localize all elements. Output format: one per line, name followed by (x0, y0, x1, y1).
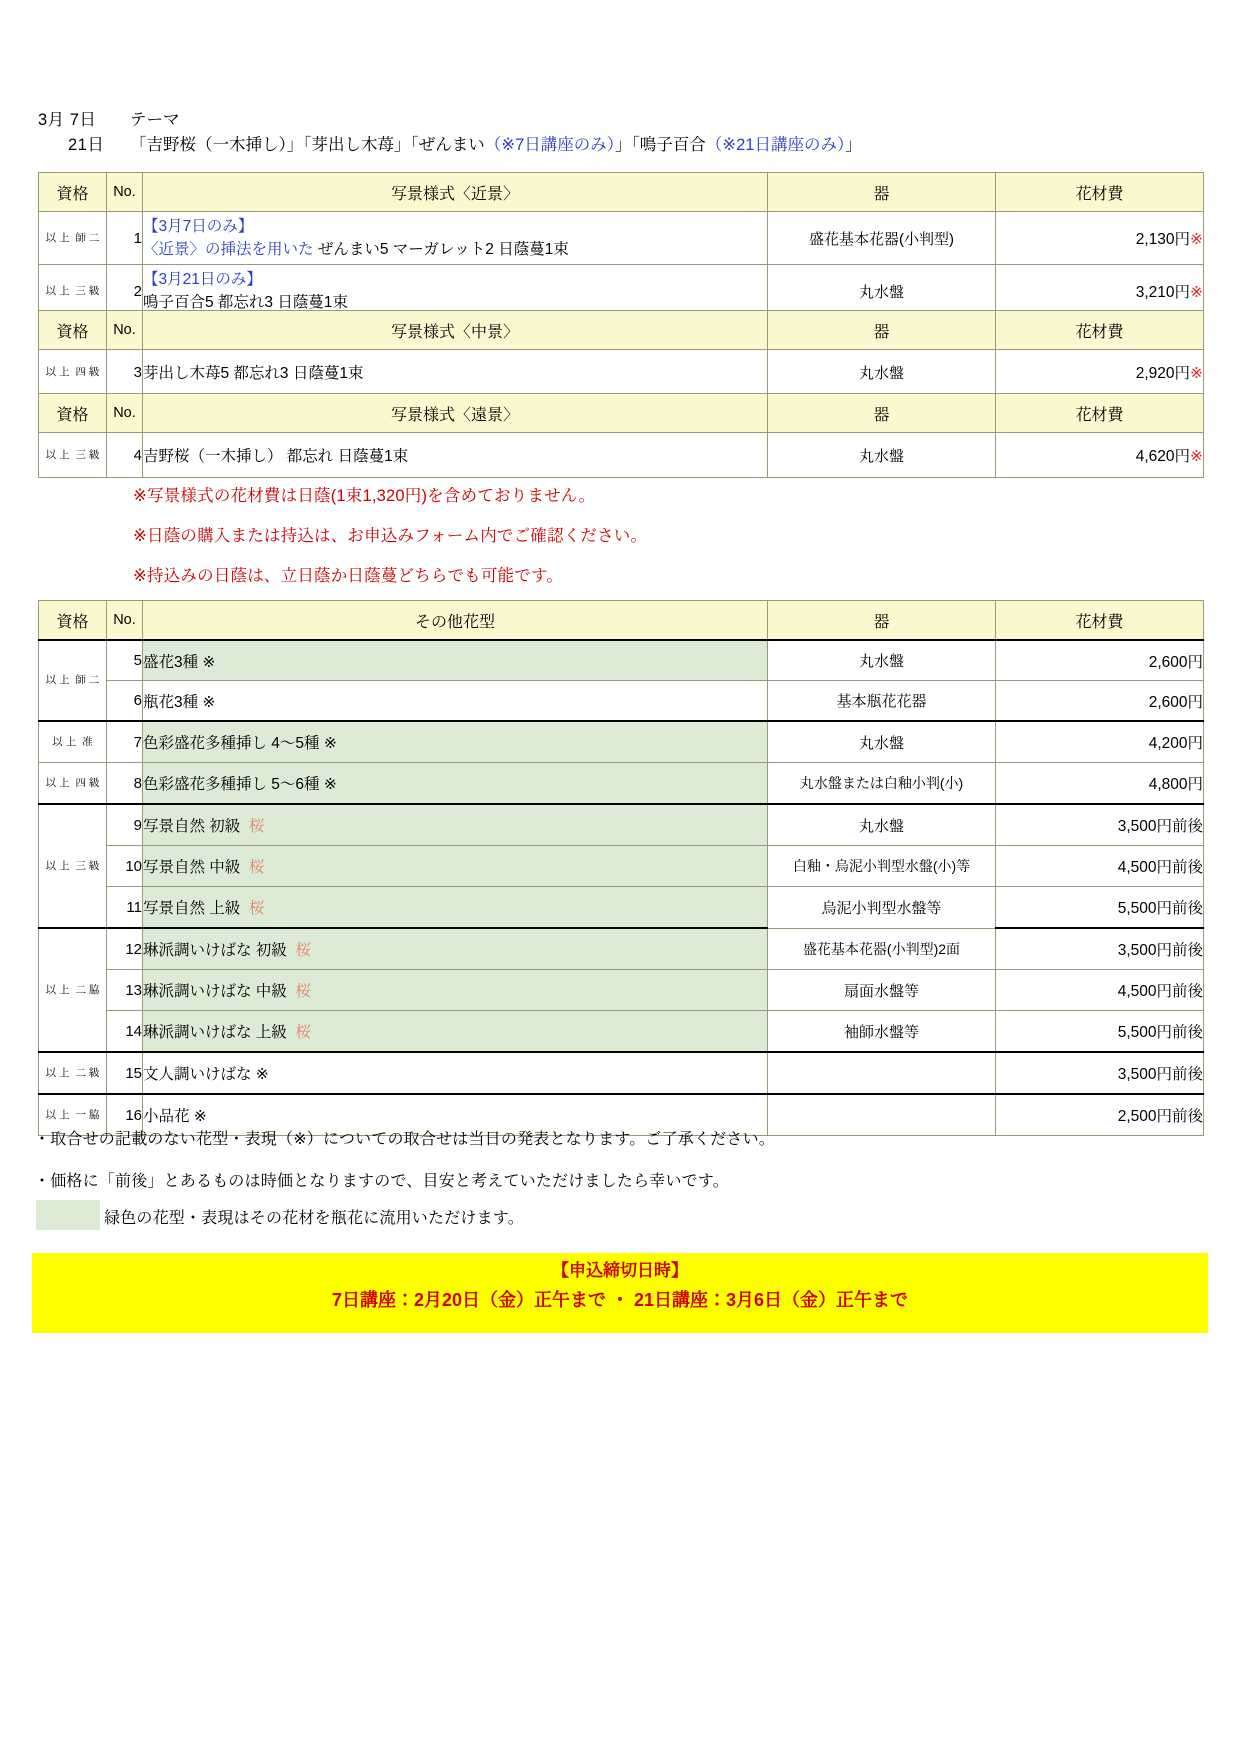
style-name: 琳派調いけばな 中級 (143, 983, 287, 1000)
style-name: 琳派調いけばな 初級 (143, 942, 287, 959)
qual-left: 以 上 (45, 1108, 70, 1121)
qual-right: 師 二 (75, 231, 100, 244)
col-header-style-enkei: 写景様式〈遠景〉 (143, 394, 768, 433)
cell-vessel: 盛花基本花器(小判型)2面 (768, 928, 996, 970)
col-header-no: No. (107, 601, 143, 641)
table-row (39, 887, 1204, 929)
table-row (39, 350, 1204, 395)
red-note-1: ※写景様式の花材費は日蔭(1束1,320円)を含めておりません。 (133, 487, 596, 505)
style-tag-sakura: 桜 (248, 900, 265, 917)
price-value: 2,130円 (1135, 231, 1190, 248)
deadline-banner-title: 【申込締切日時】 (552, 1261, 688, 1280)
theme-part-1: （※7日講座のみ） (484, 136, 616, 154)
style-line-1: 【3月21日のみ】 (143, 271, 262, 288)
cell-vessel: 丸水盤 (768, 433, 996, 478)
cell-no: 7 (107, 721, 143, 763)
cell-qualification (39, 433, 107, 478)
cell-price: 4,500円前後 (996, 970, 1204, 1011)
price-asterisk-mark: ※ (1190, 231, 1203, 248)
qual-left: 以 上 (52, 735, 77, 748)
cell-style: 小品花 ※ (143, 1094, 768, 1136)
price-asterisk-mark: ※ (1190, 448, 1203, 465)
col-header-qualification: 資格 (39, 394, 107, 433)
cell-style (143, 846, 768, 887)
cell-style (143, 887, 768, 929)
col-header-vessel: 器 (768, 394, 996, 433)
table-row (39, 846, 1204, 887)
col-header-vessel: 器 (768, 601, 996, 641)
table-other-flower-types (38, 600, 1204, 1136)
table-row (39, 763, 1204, 805)
style-tag-sakura: 桜 (295, 1024, 311, 1041)
cell-vessel (768, 1094, 996, 1136)
cell-vessel: 白釉・烏泥小判型水盤(小)等 (768, 846, 996, 887)
cell-price (996, 212, 1204, 265)
qual-right: 一 脇 (75, 1108, 100, 1121)
price-asterisk-mark: ※ (1190, 365, 1203, 382)
header-line-1 (38, 108, 862, 133)
header-theme-label: テーマ (130, 111, 180, 129)
cell-qualification (39, 804, 107, 928)
col-header-vessel: 器 (768, 311, 996, 350)
cell-qualification (39, 928, 107, 1052)
cell-qualification (39, 640, 107, 721)
cell-vessel: 丸水盤 (768, 721, 996, 763)
cell-no: 5 (107, 640, 143, 681)
legend-text: 緑色の花型・表現はその花材を瓶花に流用いただけます。 (104, 1210, 524, 1227)
qual-right: 三 級 (75, 448, 100, 461)
col-header-qualification: 資格 (39, 173, 107, 212)
qual-left: 以 上 (45, 674, 70, 686)
qual-left: 以 上 (45, 365, 70, 378)
price-asterisk-mark: ※ (1190, 284, 1203, 301)
style-name: 写景自然 上級 (143, 900, 241, 917)
cell-vessel: 盛花基本花器(小判型) (768, 212, 996, 265)
cell-no: 6 (107, 681, 143, 722)
cell-vessel: 丸水盤または白釉小判(小) (768, 763, 996, 805)
style-line-2-blue: 〈近景〉の挿法を用いた (143, 241, 314, 258)
style-line-1: 【3月7日のみ】 (143, 218, 254, 235)
cell-price: 2,600円 (996, 640, 1204, 681)
cell-no: 9 (107, 804, 143, 846)
qual-left: 以 上 (45, 448, 70, 461)
cell-no: 12 (107, 928, 143, 970)
cell-vessel (768, 1052, 996, 1094)
cell-vessel: 袖師水盤等 (768, 1011, 996, 1053)
cell-price: 4,800円 (996, 763, 1204, 805)
cell-price: 4,500円前後 (996, 846, 1204, 887)
table-kinkei (38, 172, 1204, 318)
table-other-header-row (39, 601, 1204, 641)
col-header-qualification: 資格 (39, 601, 107, 641)
table-row (39, 681, 1204, 722)
cell-qualification (39, 763, 107, 805)
cell-vessel: 丸水盤 (768, 804, 996, 846)
cell-style (143, 928, 768, 970)
cell-vessel: 基本瓶花花器 (768, 681, 996, 722)
cell-no: 4 (107, 433, 143, 478)
document-header (38, 108, 862, 158)
cell-style (143, 212, 768, 265)
col-header-no: No. (107, 394, 143, 433)
cell-vessel: 扇面水盤等 (768, 970, 996, 1011)
cell-style: 色彩盛花多種挿し 5～6種 ※ (143, 763, 768, 805)
deadline-banner-detail: 7日講座：2月20日（金）正午まで ・ 21日講座：3月6日（金）正午まで (331, 1290, 909, 1310)
cell-no: 16 (107, 1094, 143, 1136)
qual-right: 三 級 (75, 859, 100, 872)
qual-right: 師 二 (75, 674, 100, 686)
style-line-2 (143, 238, 767, 261)
col-header-style-kinkei: 写景様式〈近景〉 (143, 173, 768, 212)
cell-style: 瓶花3種 ※ (143, 681, 768, 722)
cell-price: 3,500円前後 (996, 804, 1204, 846)
cell-price: 5,500円前後 (996, 887, 1204, 929)
cell-qualification (39, 721, 107, 763)
cell-vessel: 丸水盤 (768, 640, 996, 681)
cell-no: 3 (107, 350, 143, 395)
cell-no: 15 (107, 1052, 143, 1094)
table-kinkei-header-row (39, 173, 1204, 212)
col-header-price: 花材費 (996, 173, 1204, 212)
table-row (39, 804, 1204, 846)
cell-no: 10 (107, 846, 143, 887)
header-theme-text (130, 133, 862, 158)
price-value: 3,210円 (1135, 284, 1190, 301)
table-row (39, 970, 1204, 1011)
style-name: 琳派調いけばな 上級 (143, 1024, 287, 1041)
qual-right: 三 級 (75, 284, 100, 297)
red-note-2: ※日蔭の購入または持込は、お申込みフォーム内でご確認ください。 (133, 527, 648, 545)
cell-price: 2,600円 (996, 681, 1204, 722)
qual-right: 二 脇 (75, 983, 100, 996)
cell-no: 8 (107, 763, 143, 805)
col-header-qualification: 資格 (39, 311, 107, 350)
theme-part-2: 」「鳴子百合 (615, 136, 706, 154)
col-header-price: 花材費 (996, 601, 1204, 641)
cell-price: 3,500円前後 (996, 1052, 1204, 1094)
table-row (39, 212, 1204, 265)
theme-part-0: 「吉野桜（一木挿し）」「芽出し木苺」「ぜんまい (130, 136, 485, 154)
header-date-2: 21日 (68, 136, 105, 154)
style-name: 写景自然 初級 (143, 818, 241, 835)
cell-price (996, 350, 1204, 395)
table-row (39, 640, 1204, 681)
cell-no: 11 (107, 887, 143, 929)
style-tag-sakura: 桜 (295, 942, 311, 959)
cell-price: 2,500円前後 (996, 1094, 1204, 1136)
cell-price (996, 433, 1204, 478)
qual-left: 以 上 (45, 859, 70, 872)
price-value: 2,920円 (1135, 365, 1190, 382)
col-header-vessel: 器 (768, 173, 996, 212)
cell-style: 色彩盛花多種挿し 4～5種 ※ (143, 721, 768, 763)
cell-style: 芽出し木苺5 都忘れ3 日蔭蔓1束 (143, 350, 768, 395)
table-enkei (38, 393, 1204, 478)
table-chukei-header-row (39, 311, 1204, 350)
table-chukei (38, 310, 1204, 395)
cell-style: 盛花3種 ※ (143, 640, 768, 681)
cell-price: 5,500円前後 (996, 1011, 1204, 1053)
style-tag-sakura: 桜 (248, 859, 265, 876)
cell-no: 2 (107, 265, 143, 318)
qual-left: 以 上 (45, 284, 70, 297)
qual-left: 以 上 (45, 983, 70, 996)
cell-style (143, 1011, 768, 1053)
style-tag-sakura: 桜 (248, 818, 265, 835)
cell-vessel: 烏泥小判型水盤等 (768, 887, 996, 929)
theme-part-4: 」 (845, 136, 862, 154)
cell-price: 3,500円前後 (996, 928, 1204, 970)
style-tag-sakura: 桜 (295, 983, 311, 1000)
table-row (39, 1052, 1204, 1094)
qual-right: 准 (82, 735, 93, 748)
cell-qualification (39, 212, 107, 265)
theme-part-3: （※21日講座のみ） (705, 136, 846, 154)
price-value: 4,620円 (1135, 448, 1190, 465)
cell-no: 1 (107, 212, 143, 265)
qual-right: 四 級 (75, 365, 100, 378)
cell-no: 14 (107, 1011, 143, 1053)
col-header-price: 花材費 (996, 394, 1204, 433)
cell-style: 文人調いけばな ※ (143, 1052, 768, 1094)
table-row (39, 928, 1204, 970)
style-line-2-black: 鳴子百合5 都忘れ3 日蔭蔓1束 (143, 294, 348, 311)
cell-style (143, 804, 768, 846)
cell-no: 13 (107, 970, 143, 1011)
col-header-no: No. (107, 173, 143, 212)
cell-qualification (39, 1052, 107, 1094)
cell-style: 吉野桜（一木挿し） 都忘れ 日蔭蔓1束 (143, 433, 768, 478)
red-note-3: ※持込みの日蔭は、立日蔭か日蔭蔓どちらでも可能です。 (133, 567, 564, 585)
style-name: 写景自然 中級 (143, 859, 241, 876)
deadline-banner (32, 1253, 1208, 1333)
qual-right: 四 級 (75, 776, 100, 789)
header-line-2 (38, 133, 862, 158)
col-header-style-chukei: 写景様式〈中景〉 (143, 311, 768, 350)
qual-right: 二 級 (75, 1066, 100, 1079)
footer-note-1: ・取合せの記載のない花型・表現（※）についての取合せは当日の発表となります。ご了承ください。 (34, 1131, 776, 1148)
cell-qualification (39, 350, 107, 395)
col-header-no: No. (107, 311, 143, 350)
footer-note-2: ・価格に「前後」とあるものは時価となりますので、目安と考えていただけましたら幸いです。 (34, 1173, 730, 1190)
col-header-price: 花材費 (996, 311, 1204, 350)
cell-price: 4,200円 (996, 721, 1204, 763)
qual-left: 以 上 (45, 231, 70, 244)
qual-left: 以 上 (45, 776, 70, 789)
col-header-other-style: その他花型 (143, 601, 768, 641)
cell-vessel: 丸水盤 (768, 265, 996, 318)
table-enkei-header-row (39, 394, 1204, 433)
table-row (39, 721, 1204, 763)
qual-left: 以 上 (45, 1066, 70, 1079)
header-date-1: 3月 7日 (38, 111, 97, 129)
table-row (39, 433, 1204, 478)
legend-color-swatch (36, 1200, 100, 1230)
cell-vessel: 丸水盤 (768, 350, 996, 395)
style-line-2-black: ぜんまい5 マーガレット2 日蔭蔓1束 (313, 241, 569, 258)
cell-style (143, 970, 768, 1011)
table-row (39, 1011, 1204, 1053)
